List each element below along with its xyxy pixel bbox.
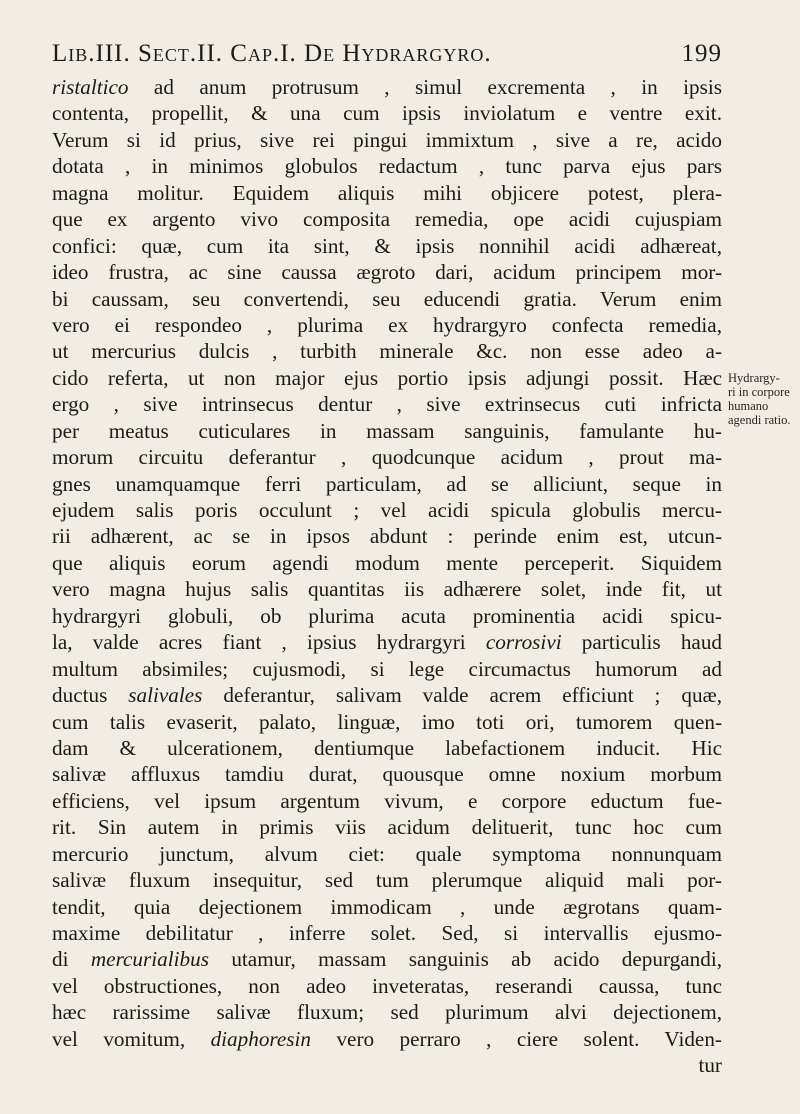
text-segment: ergo , sive intrinsecus dentur , sive extrinsecus cuti infricta	[52, 392, 722, 417]
text-segment: confici: quæ, cum ita sint, & ipsis nonnihil acidi adhæreat,	[52, 233, 722, 258]
text-line	[52, 233, 722, 259]
italic-term: mercurialibus	[90, 947, 209, 972]
text-segment: particulis haud	[561, 630, 723, 655]
running-title: Lib.III. Sect.II. Cap.I. De Hydrargyro.	[52, 40, 492, 67]
text-segment: per meatus cuticulares in massam sanguinis, famulante hu-	[52, 418, 722, 443]
text-segment: ut mercurius dulcis , turbith minerale &c. non esse adeo a-	[52, 339, 722, 364]
text-segment: salivæ fluxum insequitur, sed tum plerumque aliquid mali por-	[52, 868, 722, 893]
text-segment: ad anum protrusum , simul excrementa , in ipsis	[128, 75, 722, 99]
text-segment: la, valde acres fiant , ipsius hydrargyri	[52, 630, 486, 655]
text-segment: hydrargyri globuli, ob plurima acuta prominentia acidi spicu-	[52, 603, 722, 628]
text-segment: tendit, quia dejectionem immodicam , unde ægrotans quam-	[52, 894, 722, 919]
text-line	[52, 550, 722, 576]
italic-term: corrosivi	[485, 630, 562, 655]
text-line	[52, 206, 722, 232]
text-line	[52, 127, 722, 153]
text-segment: dotata , in minimos globulos redactum , tunc parva ejus pars	[52, 154, 722, 179]
text-segment: vero magna hujus salis quantitas iis adhærere solet, inde fit, ut	[52, 577, 722, 602]
text-line	[52, 656, 722, 682]
text-segment: multum absimiles; cujusmodi, si lege circumactus humorum ad	[52, 656, 722, 681]
text-line	[52, 920, 722, 946]
text-segment: que ex argento vivo composita remedia, ope acidi cujuspiam	[52, 207, 722, 232]
text-segment: que aliquis eorum agendi modum mente perceperit. Siquidem	[52, 550, 722, 575]
text-segment: tur	[698, 1053, 722, 1078]
text-line	[52, 999, 722, 1025]
text-segment: vel vomitum,	[52, 1026, 211, 1051]
text-line	[52, 576, 722, 602]
text-line	[52, 497, 722, 523]
text-segment: efficiens, vel ipsum argentum vivum, e corpore eductum fue-	[52, 788, 722, 813]
body-text	[52, 74, 722, 1079]
margin-note-line: ri in corpore	[728, 385, 790, 399]
text-line	[52, 682, 722, 708]
text-line	[52, 180, 722, 206]
text-line	[52, 523, 722, 549]
text-segment: deferantur, salivam valde acrem efficiunt ; quæ,	[202, 683, 722, 708]
text-line	[52, 391, 722, 417]
margin-note	[728, 371, 798, 427]
margin-note-line: humano	[728, 399, 769, 413]
text-segment: vero ei respondeo , plurima ex hydrargyro confecta remedia,	[52, 312, 722, 337]
page-number: 199	[681, 40, 722, 67]
text-segment: rit. Sin autem in primis viis acidum delituerit, tunc hoc cum	[52, 815, 722, 840]
text-line	[52, 761, 722, 787]
italic-term: salivales	[128, 683, 203, 708]
text-line	[52, 286, 722, 312]
text-segment: ejudem salis poris occulunt ; vel acidi spicula globulis mercu-	[52, 498, 722, 522]
text-line	[52, 946, 722, 972]
text-segment: magna molitur. Equidem aliquis mihi objicere potest, plera-	[52, 180, 722, 205]
text-line	[52, 1052, 722, 1078]
text-line	[52, 259, 722, 285]
text-line	[52, 338, 722, 364]
text-line	[52, 100, 722, 126]
text-line	[52, 603, 722, 629]
text-line	[52, 74, 722, 100]
text-line	[52, 735, 722, 761]
text-line	[52, 841, 722, 867]
text-line	[52, 814, 722, 840]
text-line	[52, 365, 722, 391]
text-segment: cido referta, ut non major ejus portio ipsis adjungi possit. Hæc	[52, 365, 722, 390]
text-segment: mercurio junctum, alvum ciet: quale symptoma nonnunquam	[52, 841, 722, 866]
text-segment: maxime debilitatur , inferre solet. Sed, si intervallis ejusmo-	[52, 921, 722, 945]
text-line	[52, 973, 722, 999]
italic-term: diaphoresin	[210, 1026, 312, 1051]
text-line	[52, 629, 722, 655]
text-segment: cum talis evaserit, palato, linguæ, imo toti ori, tumorem quen-	[52, 709, 722, 734]
text-segment: salivæ affluxus tamdiu durat, quousque omne noxium morbum	[52, 762, 722, 787]
text-line	[52, 867, 722, 893]
text-line	[52, 709, 722, 735]
text-segment: gnes unamquamque ferri particulam, ad se alliciunt, seque in	[52, 471, 722, 496]
margin-note-line: Hydrargy-	[728, 371, 780, 385]
text-segment: vel obstructiones, non adeo inveteratas, reserandi caussa, tunc	[52, 973, 722, 998]
text-segment: rii adhærent, ac se in ipsos abdunt : perinde enim est, utcun-	[52, 524, 722, 549]
text-line	[52, 788, 722, 814]
text-segment: ductus	[52, 683, 129, 708]
text-segment: morum circuitu deferantur , quodcunque acidum , prout ma-	[52, 445, 722, 470]
italic-term: ristaltico	[52, 75, 129, 99]
text-line	[52, 894, 722, 920]
text-line	[52, 418, 722, 444]
text-segment: ideo frustra, ac sine caussa ægroto dari, acidum principem mor-	[52, 260, 722, 285]
margin-note-line: agendi ratio.	[728, 413, 791, 427]
text-segment: utamur, massam sanguinis ab acido depurgandi,	[208, 947, 723, 972]
text-segment: dam & ulcerationem, dentiumque labefactionem inducit. Hic	[52, 735, 722, 760]
text-segment: contenta, propellit, & una cum ipsis inviolatum e ventre exit.	[52, 101, 722, 126]
text-segment: bi caussam, seu convertendi, seu educendi gratia. Verum enim	[52, 286, 722, 311]
text-segment: vero perraro , ciere solent. Viden-	[311, 1026, 722, 1051]
text-line	[52, 1026, 722, 1052]
text-line	[52, 153, 722, 179]
running-header	[52, 40, 722, 72]
text-segment: Verum si id prius, sive rei pingui immixtum , sive a re, acido	[52, 127, 722, 152]
text-line	[52, 444, 722, 470]
text-segment: hæc rarissime salivæ fluxum; sed plurimum alvi dejectionem,	[52, 1000, 722, 1025]
text-segment: di	[52, 947, 91, 972]
text-line	[52, 471, 722, 497]
text-line	[52, 312, 722, 338]
